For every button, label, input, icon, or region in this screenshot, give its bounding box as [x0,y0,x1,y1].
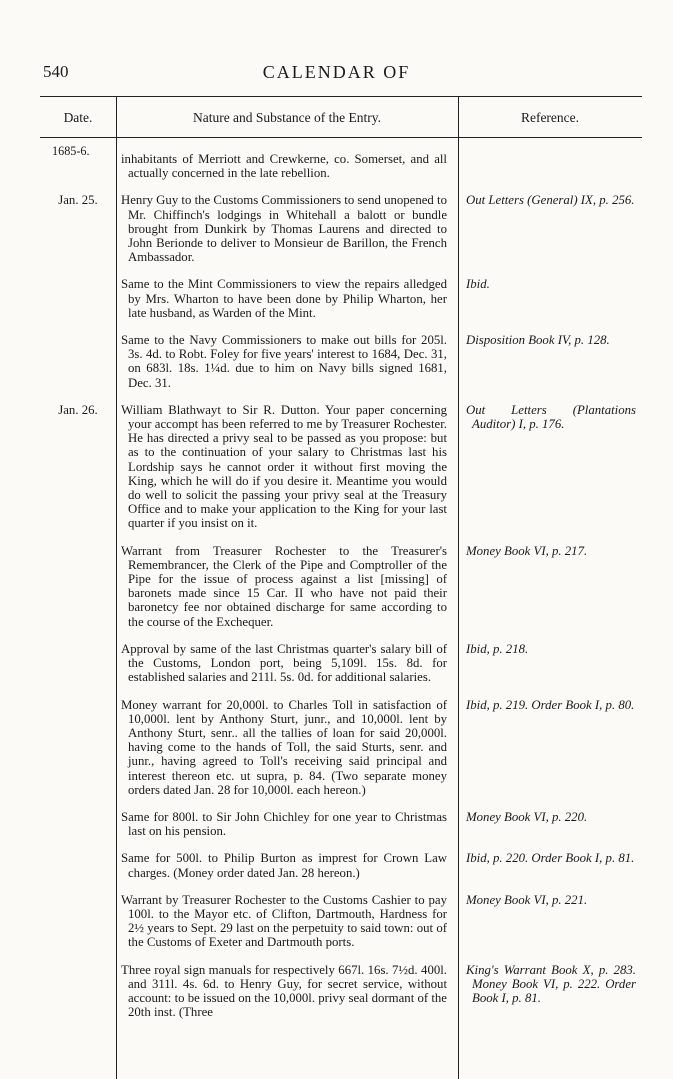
list-item [0,333,673,390]
list-item [0,893,673,950]
top-rule [40,96,642,97]
column-header-nature: Nature and Substance of the Entry. [192,110,382,125]
entry-text: Approval by same of the last Christmas quarter's salary bill of the Customs, London port, being 5,109l. 15s. 8d. for established salaries and 211l. 5s. 0d. for additional salaries. [121,641,447,685]
header-rule [40,137,642,138]
entry-reference: Money Book VI, p. 221. [466,892,588,907]
list-item [0,544,673,629]
entry-text: Warrant by Treasurer Rochester to the Customs Cashier to pay 100l. to the Mayor etc. of Clifton, Dartmouth, Hardness for 2½ years to Sept. 29 last on the perpetuity to said town: out of the Customs of Exeter and Dartmouth ports. [121,892,447,950]
entry-reference: Money Book VI, p. 220. [466,809,588,824]
entry-reference: Out Letters (General) IX, p. 256. [466,193,635,208]
entry-text: Henry Guy to the Customs Commissioners to send unopened to Mr. Chiffinch's lodgings in Whitehall a balott or bundle brought from Dunkirk by Thomas Laurens and directed to John Berionde to deliver to Monsieur de Barillon, the French Ambassador. [121,193,447,265]
entry-text: Warrant from Treasurer Rochester to the Treasurer's Remembrancer, the Clerk of the Pipe and Comptroller of the Pipe for the issue of process against a list [missing] of baronets made since 15 Car. II who have not paid their baronetcy fee nor obtained discharge for same according to the course of the Exchequer. [121,543,447,629]
entry-text: Same to the Mint Commissioners to view the repairs alledged by Mrs. Wharton to have been done by Philip Wharton, her late husband, as Warden of the Mint. [121,277,447,320]
entry-date: Jan. 26. [58,402,98,417]
entry-reference: Ibid. [466,277,490,292]
entry-reference: Disposition Book IV, p. 128. [466,333,610,348]
entry-text: Same for 800l. to Sir John Chichley for one year to Christmas last on his pension. [121,809,447,839]
entry-text: Same to the Navy Commissioners to make out bills for 205l. 3s. 4d. to Robt. Foley for five years' interest to 1684, Dec. 31, on 683l. 18s. 1¼d. due to him on Navy bills signed 1681, Dec. 31. [121,333,447,390]
entry-list [0,144,673,1032]
list-item [0,152,673,180]
entry-reference: Out Letters (Plantations Auditor) I, p. 176. [466,402,636,432]
column-header-date: Date. [63,110,93,125]
entry-text: Same for 500l. to Philip Burton as imprest for Crown Law charges. (Money order dated Jan. 28 hereon.) [121,851,447,880]
entry-date: Jan. 25. [58,193,98,208]
list-item [0,193,673,264]
page-number: 540 [43,62,69,81]
running-title: CALENDAR OF [262,62,411,82]
entry-text: Three royal sign manuals for respectively 667l. 16s. 7½d. 400l. and 311l. 4s. 6d. to Henry Guy, for secret service, without account: to be issued on the 10,000l. privy seal dormant of the 20th inst. (Three [121,962,447,1020]
year-label: 1685-6. [52,144,90,158]
entry-reference: Ibid, p. 220. Order Book I, p. 81. [466,851,635,866]
list-item [0,642,673,685]
entry-reference: Money Book VI, p. 217. [466,543,588,558]
list-item [0,698,673,797]
entry-reference: King's Warrant Book X, p. 283. Money Book VI, p. 222. Order Book I, p. 81. [466,962,636,1005]
entry-text: William Blathwayt to Sir R. Dutton. Your paper concerning your accompt has been referred to me by Treasurer Rochester. He has directed a privy seal to be passed as you propose: but as to the continuation of your salary to Christmas last his Lordship says he cannot order it without first moving the King, which he will do if you desire it. Meantime you would do well to solicit the passing your privy seal at the Treasury Office and to make your application to the King for your last quarter if you insist on it. [121,402,447,531]
list-item [0,810,673,838]
list-item [0,851,673,879]
list-item [0,403,673,531]
entry-reference: Ibid, p. 218. [466,641,529,656]
entry-text: Money warrant for 20,000l. to Charles Toll in satisfaction of 10,000l. lent by Anthony Sturt, junr., and 10,000l. lent by Anthony Sturt, senr.. all the tallies of loan for said 20,000l. having come to the hands of Toll, the said Sturts, senr. and junr., having agreed to Toll's receiving said principal and interest thereon etc. ut supra, p. 84. (Two separate money orders dated Jan. 28 for 10,000l. each hereon.) [121,697,447,797]
list-item [0,963,673,1020]
list-item [0,277,673,320]
entry-reference: Ibid, p. 219. Order Book I, p. 80. [466,697,635,712]
entry-text: inhabitants of Merriott and Crewkerne, co. Somerset, and all actually concerned in the late rebellion. [121,152,447,181]
column-header-reference: Reference. [520,110,580,125]
